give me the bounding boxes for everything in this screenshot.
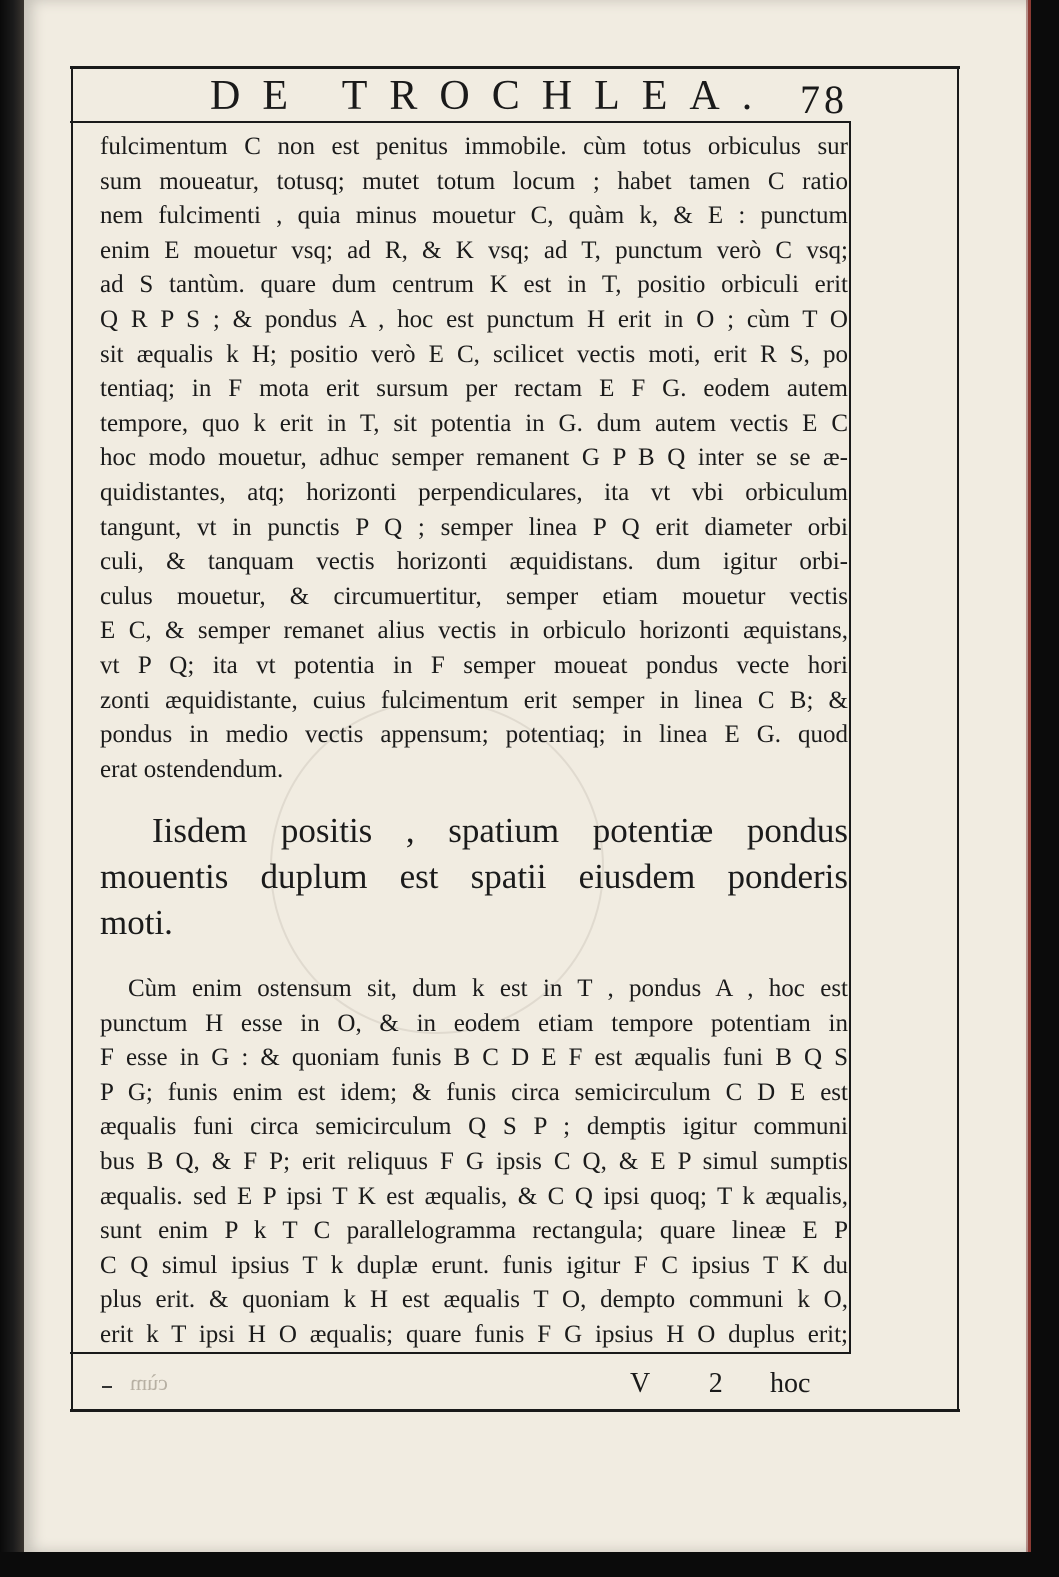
proof-paragraph — [100, 972, 848, 1353]
text-line: erit k T ipsi H O æqualis; quare funis F G ipsius H O duplus erit; — [100, 1320, 848, 1348]
frame-rule-top — [70, 66, 960, 69]
text-line: vt P Q; ita vt potentia in F semper moueat pondus vecte hori — [100, 651, 848, 679]
text-line: Cùm enim ostensum sit, dum k est in T , pondus A , hoc est — [128, 975, 848, 1002]
text-line: sunt enim P k T C parallelogramma rectangula; quare lineæ E P — [100, 1217, 848, 1245]
text-line: fulcimentum C non est penitus immobile. cùm totus orbiculus sur — [100, 133, 848, 160]
text-line: æqualis funi circa semicirculum Q S P ; demptis igitur communi — [100, 1113, 848, 1141]
frame-rule-foot — [70, 1409, 960, 1412]
text-line: plus erit. & quoniam k H est æqualis T O, dempto communi k O, — [100, 1286, 848, 1314]
signature-mark: V 2 — [630, 1368, 749, 1399]
proposition-line: moti. — [100, 903, 173, 942]
text-line: tentiaq; in F mota erit sursum per rectam E F G. eodem autem — [100, 375, 848, 403]
page-edge — [1028, 0, 1031, 1552]
text-rule-right — [849, 121, 851, 1354]
text-line: E C, & semper remanet alius vectis in orbiculo horizonti æquistans, — [100, 617, 848, 645]
book-gutter — [0, 0, 24, 1577]
proposition-line: mouentis duplum est spatii eiusdem ponderis — [100, 857, 848, 896]
text-line: nem fulcimenti , quia minus mouetur C, quàm k, & E : punctum — [100, 202, 848, 230]
text-line: F esse in G : & quoniam funis B C D E F est æqualis funi B Q S — [100, 1044, 848, 1072]
text-line: culi, & tanquam vectis horizonti æquidistans. dum igitur orbi- — [100, 548, 848, 576]
running-title: DE TROCHLEA. — [210, 73, 775, 119]
text-line: hoc modo mouetur, adhuc semper remanent G P B Q inter se se æ- — [100, 444, 848, 472]
text-line: bus B Q, & F P; erit reliquus F G ipsis C Q, & E P simul sumptis — [100, 1147, 848, 1175]
text-line: quidistantes, atq; horizonti perpendiculares, ita vt vbi orbiculum — [100, 478, 848, 506]
page-number: 78 — [800, 77, 848, 122]
text-line: æqualis. sed E P ipsi T K est æqualis, & C Q ipsi quoq; T k æqualis, — [100, 1182, 848, 1210]
text-line: culus mouetur, & circumuertitur, semper etiam mouetur vectis — [100, 582, 848, 610]
bottom-shadow — [0, 1552, 1059, 1577]
text-line: punctum H esse in O, & in eodem etiam tempore potentiam in — [100, 1009, 848, 1037]
text-line: enim E mouetur vsq; ad R, & K vsq; ad T, punctum verò C vsq; — [100, 236, 848, 264]
text-line: sit æqualis k H; positio verò E C, scilicet vectis moti, erit R S, po — [100, 340, 848, 368]
proposition-line: Iisdem positis , spatium potentiæ pondus — [152, 811, 848, 850]
text-line: pondus in medio vectis appensum; potentiaq; in linea E G. quod — [100, 721, 848, 749]
frame-rule-right — [957, 66, 959, 1411]
text-line: erat ostendendum. — [100, 755, 284, 783]
text-line: sum moueatur, totusq; mutet totum locum ; habet tamen C ratio — [100, 167, 848, 195]
text-line: C Q simul ipsius T k duplæ erunt. funis igitur F C ipsius T K du — [100, 1251, 848, 1279]
text-line: P G; funis enim est idem; & funis circa semicirculum C D E est — [100, 1078, 848, 1106]
header-rule — [70, 121, 850, 123]
page-footer — [70, 1366, 960, 1406]
footer-mark — [102, 1386, 112, 1388]
text-line: tangunt, vt in punctis P Q ; semper linea P Q erit diameter orbi — [100, 513, 848, 541]
catchword: hoc — [770, 1368, 811, 1399]
frame-rule-left — [71, 66, 73, 1411]
text-line: zonti æquidistante, cuius fulcimentum erit semper in linea C B; & — [100, 686, 848, 714]
show-through-text: cùm — [130, 1370, 168, 1395]
body-paragraph — [100, 130, 848, 787]
proposition-heading — [100, 808, 848, 946]
text-line: Q R P S ; & pondus A , hoc est punctum H erit in O ; cùm T O — [100, 305, 848, 333]
text-line: ad S tantùm. quare dum centrum K est in T, positio orbiculi erit — [100, 271, 848, 299]
text-line: tempore, quo k erit in T, sit potentia in G. dum autem vectis E C — [100, 409, 848, 437]
